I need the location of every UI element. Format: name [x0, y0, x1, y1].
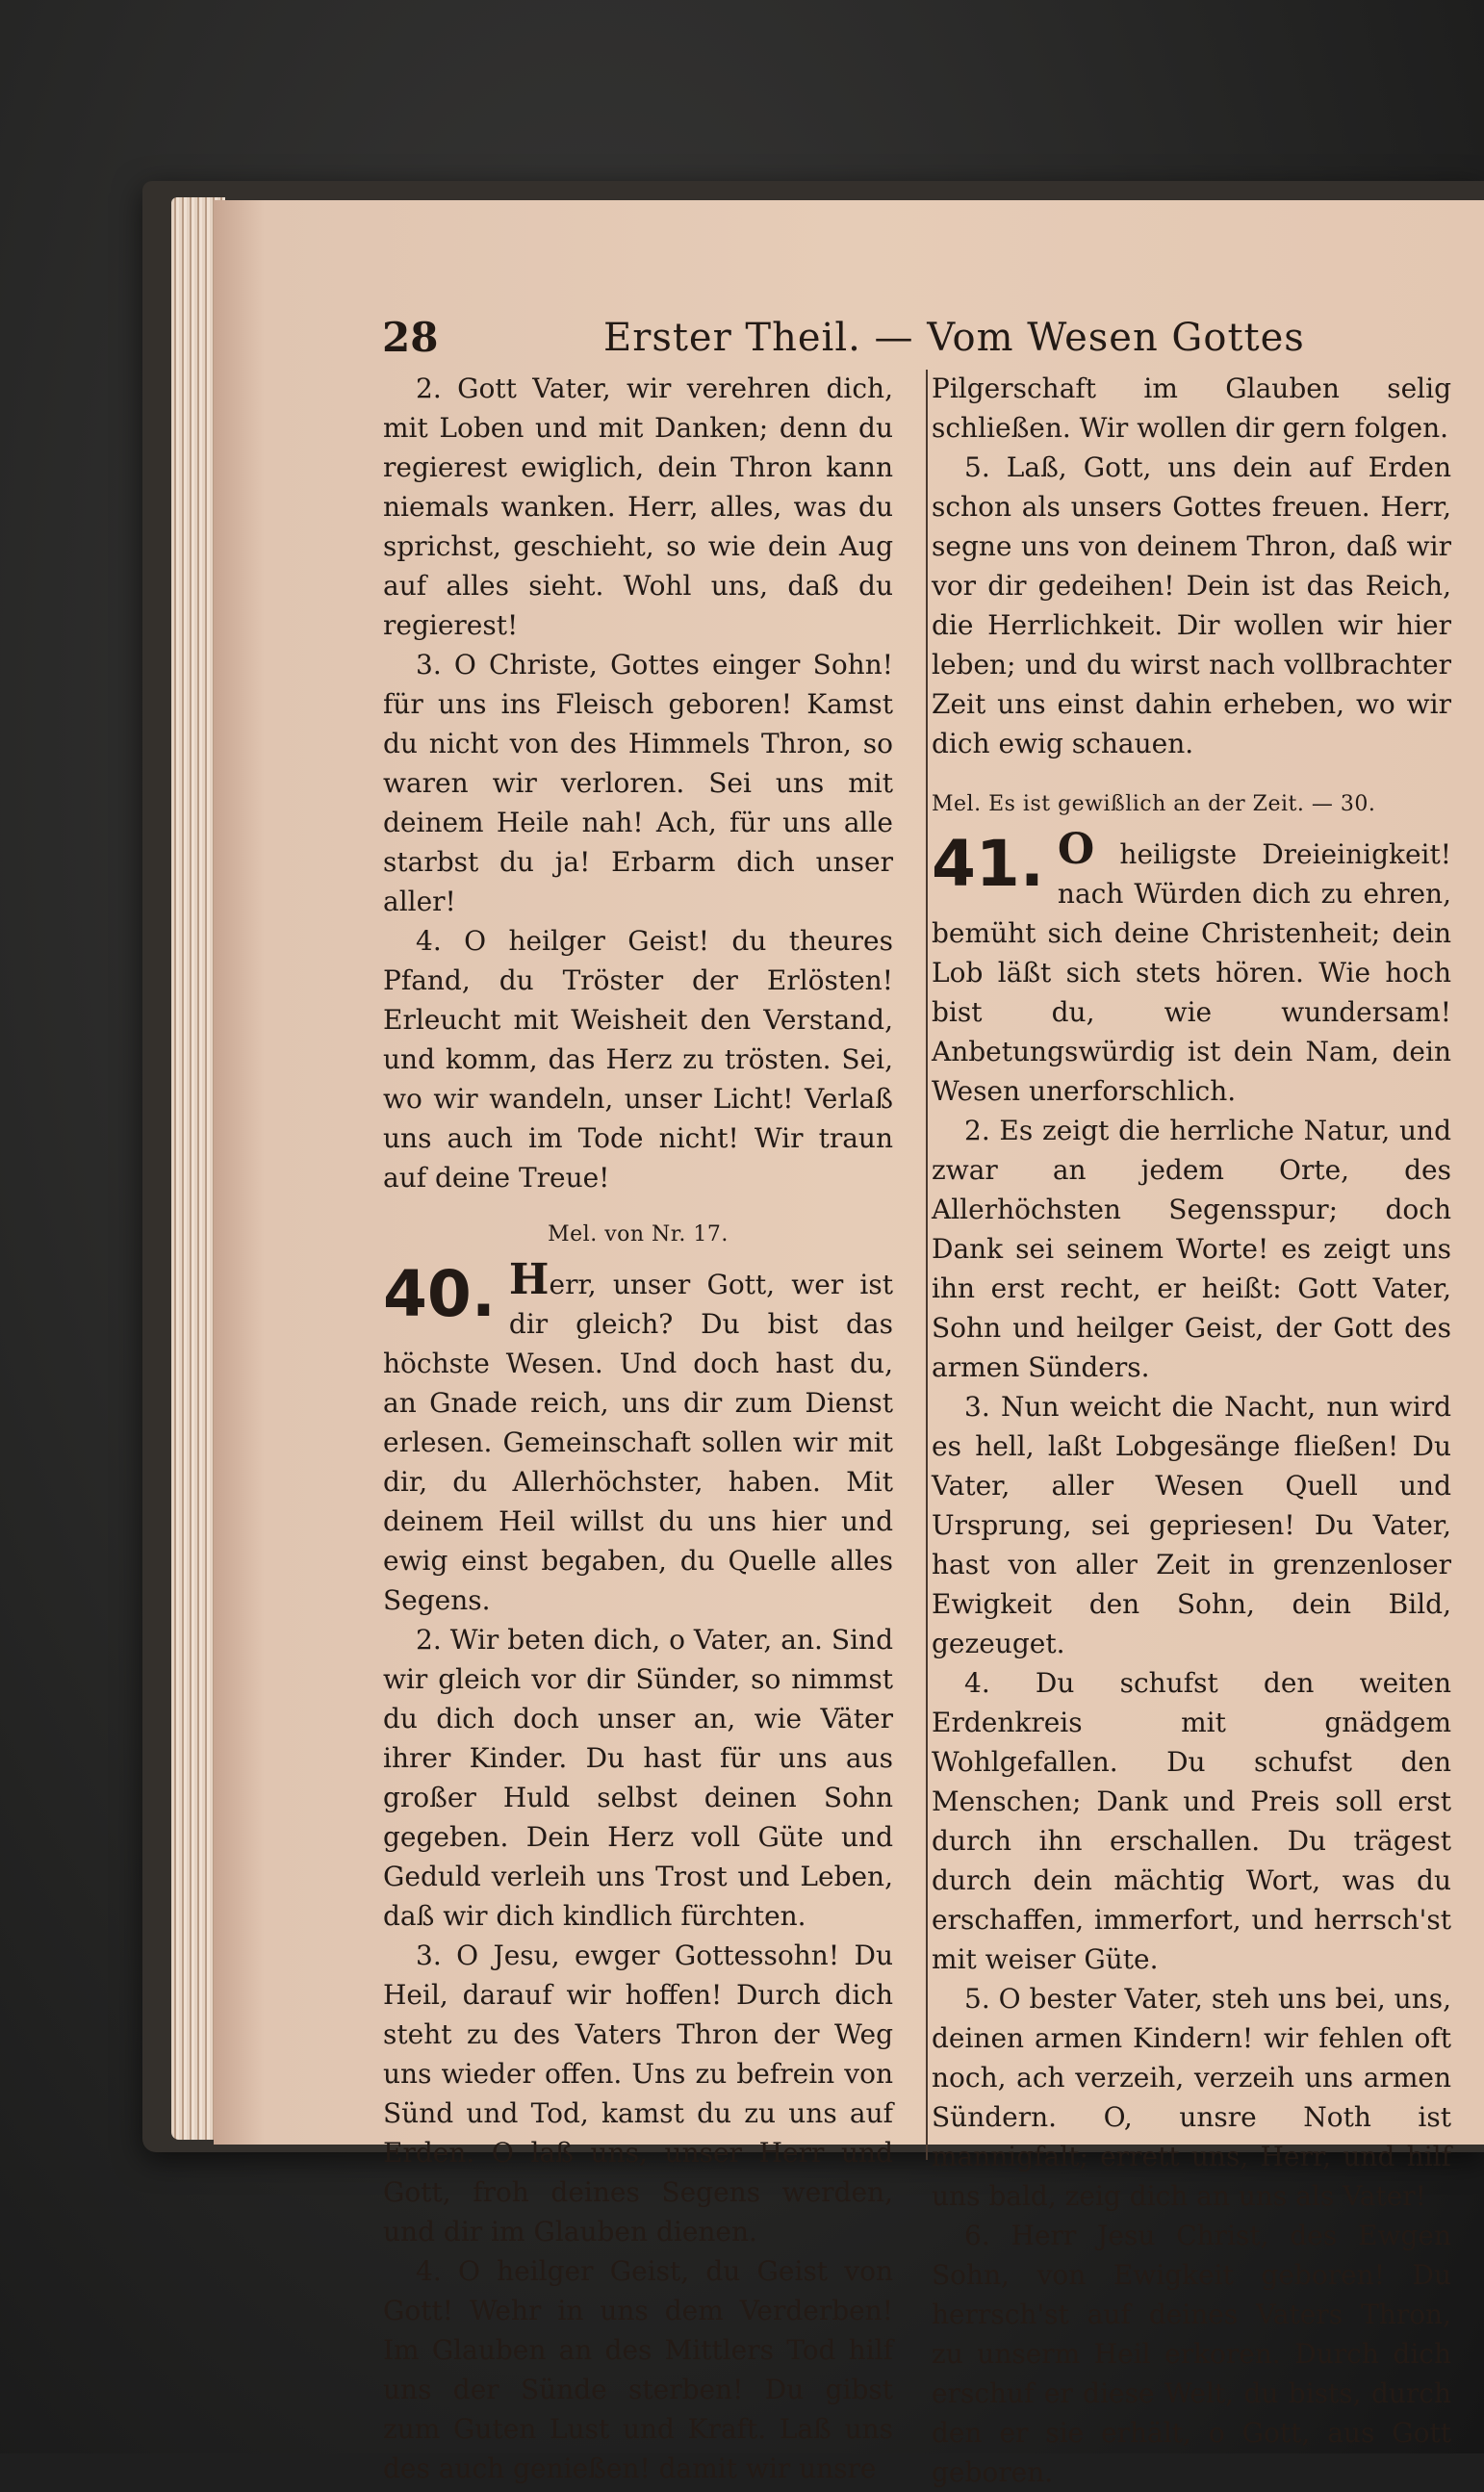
- verse-text: heiligste Dreieinigkeit! nach Würden dich zu ehren, bemüht sich deine Christenheit; dein Lob läßt sich stets hören. Wie hoch bist du, wie wundersam! Anbetungswürdig ist dein Nam, dein Wesen unerforschlich.: [932, 838, 1451, 1107]
- hymn-number: 41.: [932, 827, 1044, 901]
- verse: 5. O bester Vater, steh uns bei, uns, deinen armen Kindern! wir fehlen oft noch, ach verzeih, verzeih uns armen Sündern. O, unsre Noth ist mannigfalt; errett uns, Herr, und hilf uns bald, zeig dich an uns als Vater!: [932, 1983, 1451, 2212]
- verse: 3. Nun weicht die Nacht, nun wird es hell, laßt Lobgesänge fließen! Du Vater, aller Wesen Quell und Ursprung, sei gepriesen! Du Vater, hast von aller Zeit in grenzenloser Ewigkeit den Sohn, dein Bild, gezeuget.: [932, 1391, 1451, 1659]
- drop-initial: O: [1057, 825, 1095, 874]
- hymn-number: 40.: [383, 1257, 496, 1331]
- verse: 3. O Christe, Gottes einger Sohn! für uns ins Fleisch geboren! Kamst du nicht von des Himmels Thron, so waren wir verloren. Sei uns mit deinem Heile nah! Ach, für uns alle starbst du ja! Erbarm dich unser aller!: [383, 649, 893, 917]
- verse: 4. O heilger Geist! du theures Pfand, du Tröster der Erlösten! Erleucht mit Weisheit den Verstand, und komm, das Herz zu trösten. Sei, wo wir wandeln, unser Licht! Verlaß uns auch im Tode nicht! Wir traun auf deine Treue!: [383, 925, 893, 1194]
- page-number: 28: [382, 314, 439, 361]
- book-page: [214, 200, 1484, 2488]
- drop-initial: H: [508, 1255, 550, 1304]
- verse-text: err, unser Gott, wer ist dir gleich? Du bist das höchste Wesen. Und doch hast du, an Gnade reich, uns dir zum Dienst erlesen. Gemeinschaft sollen wir mit dir, du Allerhöchster, haben. Mit deinem Heil willst du uns hier und ewig einst begaben, du Quelle alles Segens.: [383, 1269, 893, 1616]
- hymn-41-first-verse: [932, 825, 1451, 1111]
- verse: 4. O heilger Geist, du Geist von Gott! Wehr in uns dem Verderben! Im Glauben an des Mittlers Tod hilf uns der Sünde sterben! Du gibst zum Guten Lust und Kraft. Laß uns des auch genießen! damit wir unsre: [383, 2255, 893, 2484]
- hymn-40-first-verse: [383, 1255, 893, 1620]
- verse: 5. Laß, Gott, uns dein auf Erden schon als unsers Gottes freuen. Herr, segne uns von deinem Thron, daß wir vor dir gedeihen! Dein ist das Reich, die Herrlichkeit. Dir wollen wir hier leben; und du wirst nach vollbrachter Zeit uns einst dahin erheben, wo wir dich ewig schauen.: [932, 451, 1451, 759]
- verse: 6. Herr Jesu Christ, des Ewgen Sohn, von Ewigkeit geboren! Du herrsch'st auf deines Vaters Thron, zu unserm Heil erkoren. Durch dich erschuf er diese Welt, du bists, durch den er sie erhält, o Gott, aus Gott geboren.: [932, 2220, 1451, 2488]
- column-divider: [926, 370, 928, 2160]
- verse-continuation: Pilgerschaft im Glauben selig schließen. Wir wollen dir gern folgen.: [932, 373, 1451, 444]
- melody-note: Mel. Es ist gewißlich an der Zeit. — 30.: [932, 792, 1376, 816]
- verse: 2. Wir beten dich, o Vater, an. Sind wir gleich vor dir Sünder, so nimmst du dich doch unser an, wie Väter ihrer Kinder. Du hast für uns aus großer Huld selbst deinen Sohn gegeben. Dein Herz voll Güte und Geduld verleih uns Trost und Leben, daß wir dich kindlich fürchten.: [383, 1624, 893, 1932]
- verse: 3. O Jesu, ewger Gottessohn! Du Heil, darauf wir hoffen! Durch dich steht zu des Vaters Thron der Weg uns wieder offen. Uns zu befrein von Sünd und Tod, kamst du zu uns auf Erden. O laß uns, unser Herr und Gott, froh deines Segens werden, und dir im Glauben dienen.: [383, 1940, 893, 2248]
- left-column: [383, 369, 893, 2488]
- melody-note: Mel. von Nr. 17.: [548, 1222, 729, 1246]
- verse: 2. Es zeigt die herrliche Natur, und zwar an jedem Orte, des Allerhöchsten Segensspur; doch Dank sei seinem Worte! es zeigt uns ihn erst recht, er heißt: Gott Vater, Sohn und heilger Geist, der Gott des armen Sünders.: [932, 1115, 1451, 1383]
- verse: 4. Du schufst den weiten Erdenkreis mit gnädgem Wohlgefallen. Du schufst den Menschen; Dank und Preis soll erst durch ihn erschallen. Du trägest durch dein mächtig Wort, was du erschaffen, immerfort, und herrsch'st mit weiser Güte.: [932, 1667, 1451, 1975]
- right-column: [932, 369, 1451, 2492]
- verse: 2. Gott Vater, wir verehren dich, mit Loben und mit Danken; denn du regierest ewiglich, dein Thron kann niemals wanken. Herr, alles, was du sprichst, geschieht, so wie dein Aug auf alles sieht. Wohl uns, daß du regierest!: [383, 373, 893, 641]
- running-title: Erster Theil. — Vom Wesen Gottes: [603, 316, 1305, 360]
- page-header: [382, 314, 1470, 372]
